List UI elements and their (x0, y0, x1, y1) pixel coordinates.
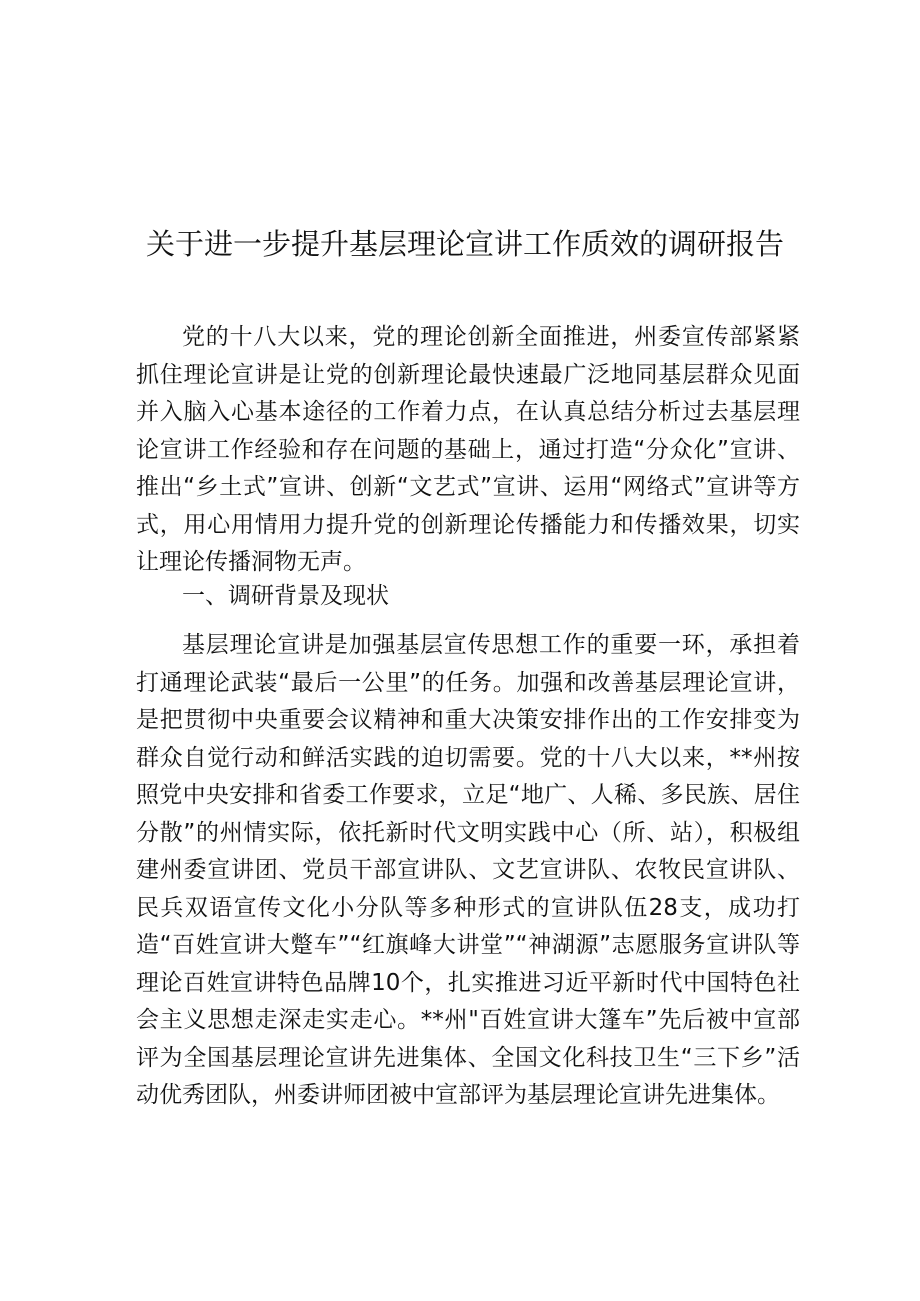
document-title: 关于进一步提升基层理论宣讲工作质效的调研报告 (145, 227, 784, 261)
intro-paragraph: 党的十八大以来，党的理论创新全面推进，州委宣传部紧紧抓住理论宣讲是让党的创新理论最快速最广泛地同基层群众见面并入脑入心基本途径的工作着力点，在认真总结分析过去基层理论宣讲工作经验和存在问题的基础上，通过打造“分众化”宣讲、推出“乡土式”宣讲、创新“文艺式”宣讲、运用“网络式”宣讲等方式，用心用情用力提升党的创新理论传播能力和传播效果，切实让理论传播洞物无声。 (136, 324, 800, 575)
section-heading: 一、调研背景及现状 (182, 583, 389, 609)
body-paragraph: 基层理论宣讲是加强基层宣传思想工作的重要一环，承担着打通理论武装“最后一公里”的任务。加强和改善基层理论宣讲，是把贯彻中央重要会议精神和重大决策安排作出的工作安排变为群众自觉行动和鲜活实践的迫切需要。党的十八大以来，**州按照党中央安排和省委工作要求，立足“地广、人稀、多民族、居住分散”的州情实际，依托新时代文明实践中心（所、站），积极组建州委宣讲团、党员干部宣讲队、文艺宣讲队、农牧民宣讲队、民兵双语宣传文化小分队等多种形式的宣讲队伍28支，成功打造“百姓宣讲大蹩车”“红旗峰大讲堂”“神湖源”志愿服务宣讲队等理论百姓宣讲特色品牌10个，扎实推进习近平新时代中国特色社会主义思想走深走实走心。**州"百姓宣讲大篷车”先后被中宣部评为全国基层理论宣讲先进集体、全国文化科技卫生“三下乡”活动优秀团队，州委讲师团被中宣部评为基层理论宣讲先进集体。 (136, 632, 800, 1108)
